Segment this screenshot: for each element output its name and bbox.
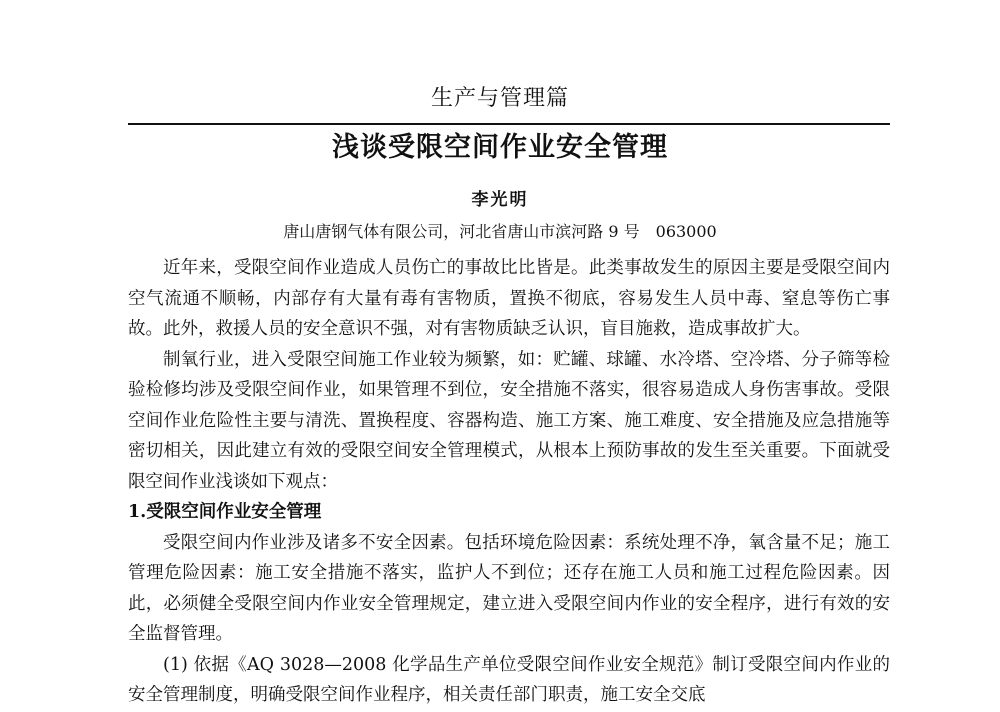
author-affiliation: 唐山唐钢气体有限公司，河北省唐山市滨河路 9 号 063000 <box>283 222 717 241</box>
header-rule <box>128 123 890 125</box>
article-title: 浅谈受限空间作业安全管理 <box>332 132 668 163</box>
section-header: 生产与管理篇 <box>430 86 569 111</box>
paragraph-hazards: 受限空间内作业涉及诸多不安全因素。包括环境危险因素：系统处理不净，氧含量不足；施工管理危险因素：施工安全措施不落实，监护人不到位；还存在施工人员和施工过程危险因素。因此，必须健全受限空间内作业安全管理规定，建立进入受限空间内作业的安全程序，进行有效的安全监督管理。 <box>128 532 890 644</box>
paragraph-regulation: (1) 依据《AQ 3028—2008 化学品生产单位受限空间作业安全规范》制订受限空间内作业的安全管理制度，明确受限空间作业程序，相关责任部门职责，施工安全交底 <box>128 654 890 705</box>
paragraph-intro: 近年来，受限空间作业造成人员伤亡的事故比比皆是。此类事故发生的原因主要是受限空间内空气流通不顺畅，内部存有大量有毒有害物质，置换不彻底，容易发生人员中毒、窒息等伤亡事故。此外，救援人员的安全意识不强，对有害物质缺乏认识，盲目施救，造成事故扩大。 <box>128 258 890 339</box>
author-name: 李光明 <box>471 190 529 210</box>
paragraph-oxygen-industry: 制氧行业，进入受限空间施工作业较为频繁，如：贮罐、球罐、水冷塔、空冷塔、分子筛等检验检修均涉及受限空间作业，如果管理不到位，安全措施不落实，很容易造成人身伤害事故。受限空间作业危险性主要与清洗、置换程度、容器构造、施工方案、施工难度、安全措施及应急措施等密切相关，因此建立有效的受限空间安全管理模式，从根本上预防事故的发生至关重要。下面就受限空间作业浅谈如下观点： <box>128 349 890 492</box>
article-body <box>128 253 890 711</box>
section-heading-1: 1.受限空间作业安全管理 <box>128 502 322 522</box>
